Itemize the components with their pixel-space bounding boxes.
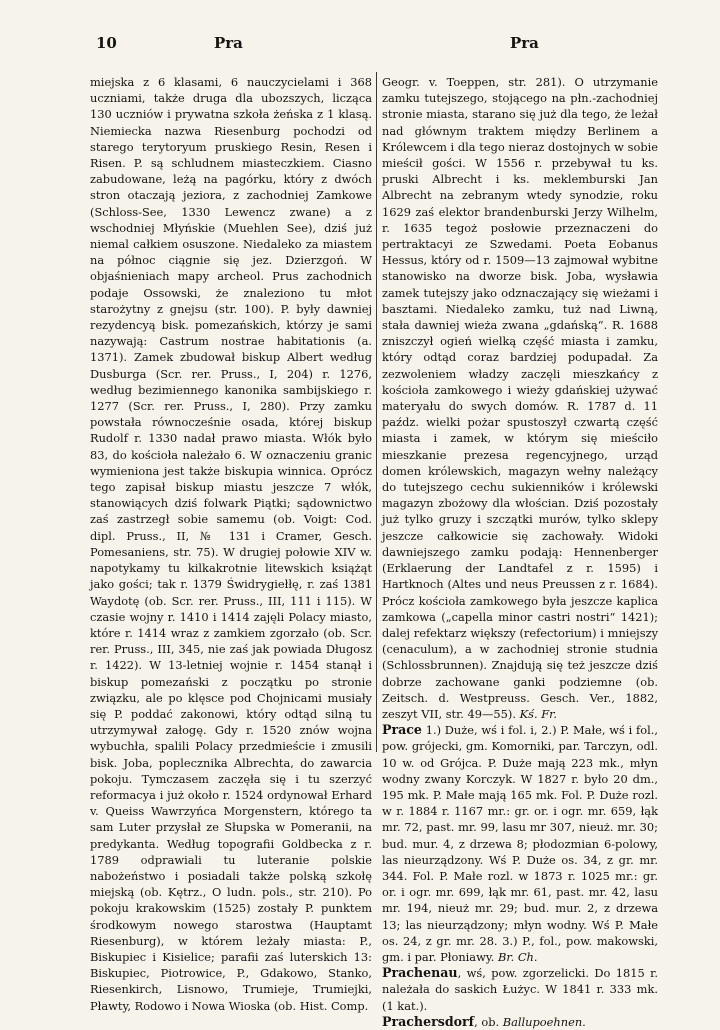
entry-prachersdorf [382, 1014, 658, 1030]
author-signature: Br. Ch. [498, 949, 538, 964]
left-column [90, 74, 372, 1014]
entry-prachenau [382, 965, 658, 1014]
entry-text: , ob. [474, 1014, 503, 1029]
entry-headword: Prachersdorf [382, 1013, 475, 1029]
entry-prace [382, 722, 658, 965]
entry-continuation-text: Geogr. v. Toeppen, str. 281). O utrzymanie zamku tutejszego, stojącego na płn.-zachodniej stronie miasta, starano się już dla tego, że leżał nad głównym traktem między Berlinem a Królewcem i dla tego nieraz dostojnych w sobie mieścił gości. W 1556 r. przebywał tu ks. pruski Albrecht i ks. meklemburski Jan Albrecht na zebranym wtedy synodzie, roku 1629 zaś elektor brandenburski Jerzy Wilhelm, r. 1635 tegoż posłowie przeznaczeni do pertraktacyi ze Szwedami. Poeta Eobanus Hessus, który od r. 1509—13 zajmował wybitne stanowisko na dworze bisk. Joba, wysławia zamek tutejszy jako odznaczający się wieżami i basztami. Niedaleko zamku, tuż nad Liwną, stała dawniej wieża zwana „gdańską“. R. 1688 zniszczył ogień wielką część miasta i zamku, który odtąd coraz bardziej podupadał. Za zezwoleniem władzy zaczęli mieszkańcy z kościoła zamkowego i wieży gdańskiej używać materyału do swych domów. R. 1787 d. 11 paźdz. wielki pożar spustoszył czwartą część miasta i zamek, w którym się mieściło mieszkanie prezesa regencyjnego, urząd domen królewskich, magazyn wełny należący do tutejszego cechu sukienników i królewski magazyn zbożowy dla włościan. Dziś pozostały już tylko gruzy i szczątki murów, tylko sklepy jeszcze całkowicie się zachowały. Widoki dawniejszego zamku podają: Hennenberger (Erklaerung der Landtafel z r. 1595) i Hartknoch (Altes und neus Preussen z r. 1684). Prócz kościoła zamkowego była jeszcze kaplica zamkowa („capella minor castri nostri“ 1421); dalej refektarz większy (refectorium) i mniejszy (cenaculum), a w zachodniej stronie studnia (Schlossbrunnen). Znajdują się też jeszcze dziś dobrze zachowane ganki podziemne (ob. Zeitsch. d. Westpreuss. Gesch. Ver., 1882, zeszyt VII, str. 49—55). [382, 75, 658, 721]
entry-continuation [382, 74, 658, 722]
running-head-right: Pra [510, 34, 539, 52]
page-number: 10 [96, 34, 117, 52]
running-head-left: Pra [214, 34, 243, 52]
cross-reference: Ballupoehnen. [502, 1014, 586, 1029]
page-header [96, 34, 624, 54]
left-column-text: miejska z 6 klasami, 6 nauczycielami i 368 uczniami, także druga dla ubozszych, licząca 130 uczniów i prywatna szkoła żeńska z 1 klasą. Niemiecka nazwa Riesenburg pochodzi od starego terytoryum pruskiego Resin, Resen i Risen. P. są schludnem miasteczkiem. Ciasno zabudowane, leżą na pagórku, który z dwóch stron otaczają jeziora, z zachodniej Zamkowe (Schloss-See, 1330 Lewencz zwane) a z wschodniej Młyńskie (Muehlen See), dziś już niemal całkiem osuszone. Niedaleko za miastem na północ ciągnie się jez. Dzierzgoń. W objaśnieniach mapy archeol. Prus zachodnich podaje Ossowski, że znaleziono tu młot starożytny z gnejsu (str. 100). P. były dawniej rezydencyą bisk. pomezańskich, którzy je sami nazywają: Castrum nostrae habitationis (a. 1371). Zamek zbudował biskup Albert według Dusburga (Scr. rer. Pruss., I, 204) r. 1276, według bezimiennego kanonika sambijskiego r. 1277 (Scr. rer. Pruss., I, 280). Przy zamku powstała równocześnie osada, której biskup Rudolf r. 1330 nadał prawo miasta. Włók było 83, do kościoła należało 6. W oznaczeniu granic wymieniona jest także biskupia winnica. Oprócz tego zapisał biskup miastu jeszcze 7 włók, stanowiących dziś folwark Piątki; sądownictwo zaś zastrzegł sobie samemu (ob. Voigt: Cod. dipl. Pruss., II, № 131 i Cramer, Gesch. Pomesaniens, str. 75). W drugiej połowie XIV w. napotykamy tu kilkakrotnie litewskich książąt jako gości; tak r. 1379 Świdrygiełłę, r. zaś 1381 Waydotę (ob. Scr. rer. Pruss., III, 111 i 115). W czasie wojny r. 1410 i 1414 zajęli Polacy miasto, które r. 1414 wraz z zamkiem zgorzało (ob. Scr. rer. Pruss., III, 345, nie zaś jak powiada Długosz r. 1422). W 13-letniej wojnie r. 1454 stanął i biskup pomezański z początku po stronie związku, ale po klęsce pod Chojnicami musiały się P. poddać zakonowi, który odtąd silną tu utrzymywał załogę. Gdy r. 1520 znów wojna wybuchła, spalili Polacy przedmieście i zmusili bisk. Joba, poplecznika Albrechta, do zawarcia pokoju. Tymczasem zaczęła się i tu szerzyć reformacya i już około r. 1524 ordynował Erhard v. Queiss Wawrzyńca Morgenstern, którego ta sam Luter przysłał ze Słupska w Pomeranii, na predykanta. Według topografii Goldbecka z r. 1789 odprawiali tu luteranie polskie nabożeństwo i posiadali także polską szkołę miejską (ob. Kętrz., O ludn. pols., str. 210). Po pokoju krakowskim (1525) zostały P. punktem środkowym nowego starostwa (Hauptamt Riesenburg), w którem leżały miasta: P., Biskupiec i Kisielice; parafii zaś luterskich 13: Biskupiec, Piotrowice, P., Gdakowo, Stanko, Riesenkirch, Lisnowo, Trumieje, Trumiejki, Pławty, Rodowo i Nowa Wioska (ob. Hist. Comp. [90, 75, 372, 1013]
right-column [382, 74, 658, 1030]
column-divider [376, 72, 377, 752]
author-signature: Kś. Fr. [519, 706, 557, 721]
entry-text: 1.) Duże, wś i fol. i, 2.) P. Małe, wś i fol., pow. grójecki, gm. Komorniki, par. Tarczyn, odl. 10 w. od Grójca. P. Duże mają 223 mk., młyn wodny zwany Korczyk. W 1827 r. było 20 dm., 195 mk. P. Małe mają 165 mk. Fol. P. Duże rozl. w r. 1884 r. 1167 mr.: gr. or. i ogr. mr. 659, łąk mr. 72, past. mr. 99, lasu mr 307, nieuż. mr. 30; bud. mur. 4, z drzewa 8; płodozmian 6-polowy, las nieurządzony. Wś P. Duże os. 34, z gr. mr. 344. Fol. P. Małe rozl. w 1873 r. 1025 mr.: gr. or. i ogr. mr. 699, łąk mr. 61, past. mr. 42, lasu mr. 194, nieuż mr. 29; bud. mur. 2, z drzewa 13; las nieurządzony; młyn wodny. Wś P. Małe os. 24, z gr. mr. 28. 3.) P., fol., pow. makowski, gm. i par. Płoniawy. [382, 723, 658, 964]
entry-headword: Prace [382, 722, 422, 738]
entry-text: , wś, pow. zgorzelicki. Do 1815 r. należała do saskich Łużyc. W 1841 r. 333 mk. (1 kat.). [382, 966, 658, 1013]
entry-headword: Prachenau [382, 965, 458, 981]
